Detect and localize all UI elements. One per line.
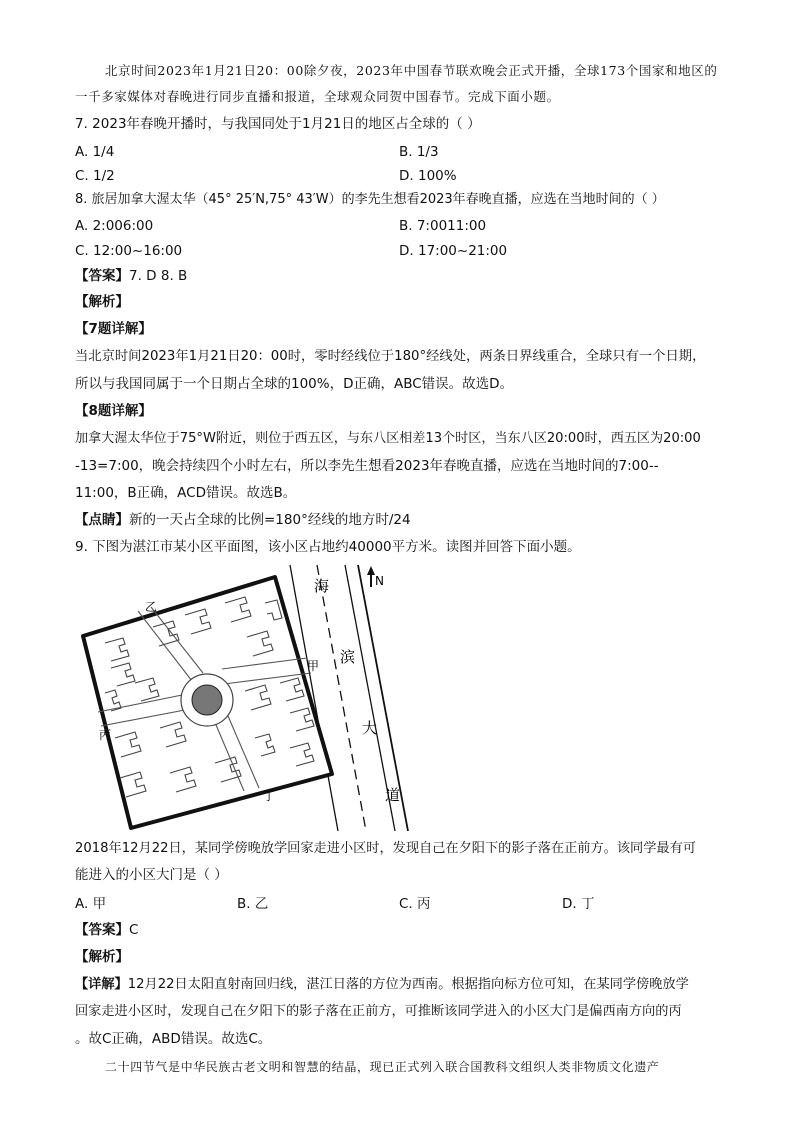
q7-stem: 7. 2023年春晚开播时，与我国同处于1月21日的地区占全球的（ ） — [75, 116, 481, 132]
road-label-dao: 道 — [385, 786, 401, 804]
answer-2-tag: 【答案】 — [75, 922, 129, 938]
detail-9-tag: 【详解】 — [75, 977, 128, 992]
central-garden — [192, 685, 222, 715]
tip-text: 新的一天占全球的比例=180°经线的地方时/24 — [129, 512, 411, 528]
gate-bing-label: 丙 — [99, 728, 112, 742]
detail-8-line-2: -13=7:00，晚会持续四个小时左右，所以李先生想看2023年春晚直播，应选在当地时间的7:00-- — [75, 458, 659, 474]
q9-stem-line-2: 能进入的小区大门是（ ） — [75, 867, 228, 883]
road-label-da: 大 — [362, 719, 378, 737]
intro-line-1: 北京时间2023年1月21日20：00除夕夜，2023年中国春节联欢晚会正式开播，全球173个国家和地区的 — [105, 63, 718, 78]
tip — [75, 511, 411, 529]
detail-9-line-3: 。故C正确，ABD错误。故选C。 — [75, 1031, 272, 1047]
analysis-1: 【解析】 — [75, 294, 129, 310]
q8-option-c: C. 12:00~16:00 — [75, 243, 183, 259]
q9-intro: 9. 下图为湛江市某小区平面图，该小区占地约40000平方米。读图并回答下面小题。 — [75, 539, 581, 555]
q7-option-b: B. 1/3 — [399, 144, 439, 160]
q9-option-d: D. 丁 — [562, 896, 595, 912]
answer-2-text: C — [129, 922, 139, 938]
q9-option-a: A. 甲 — [75, 896, 107, 912]
detail-8-tag: 【8题详解】 — [75, 403, 152, 419]
detail-9-line-1 — [75, 976, 689, 994]
north-arrow — [367, 566, 375, 587]
road-label-bin: 滨 — [340, 648, 356, 666]
gate-yi-label: 乙 — [145, 600, 158, 614]
north-label: N — [375, 574, 384, 588]
q8-option-b: B. 7:0011:00 — [399, 218, 487, 234]
q7-option-c: C. 1/2 — [75, 168, 115, 184]
answer-1 — [75, 267, 187, 285]
detail-9-text-1: 12月22日太阳直射南回归线，湛江日落的方位为西南。根据指向标方位可知，在某同学傍晚放学 — [127, 977, 689, 992]
q9-stem-line-1: 2018年12月22日，某同学傍晚放学回家走进小区时，发现自己在夕阳下的影子落在正前方。该同学最有可 — [75, 841, 696, 856]
footer-line: 二十四节气是中华民族古老文明和智慧的结晶，现已正式列入联合国教科文组织人类非物质文化遗产 — [105, 1060, 660, 1074]
q8-stem: 8. 旅居加拿大渥太华（45° 25′N,75° 43′W）的李先生想看2023年春晚直播，应选在当地时间的（ ） — [75, 192, 665, 207]
gate-jia-label: 甲 — [307, 659, 320, 673]
intro-line-2: 一千多家媒体对春晚进行同步直播和报道，全球观众同贺中国春节。完成下面小题。 — [75, 89, 560, 104]
detail-8-line-3: 11:00，B正确，ACD错误。故选B。 — [75, 485, 297, 501]
detail-7-line-1: 当北京时间2023年1月21日20：00时，零时经线位于180°经线处，两条日界线重合，全球只有一个日期， — [75, 349, 706, 364]
answer-2 — [75, 921, 138, 939]
detail-7-tag: 【7题详解】 — [75, 321, 152, 337]
detail-9-line-2: 回家走进小区时，发现自己在夕阳下的影子落在正前方，可推断该同学进入的小区大门是偏西南方向的丙 — [75, 1004, 682, 1019]
tip-tag: 【点睛】 — [75, 512, 129, 528]
road-label-hai: 海 — [314, 577, 330, 595]
detail-7-line-2: 所以与我国同属于一个日期占全球的100%，D正确，ABC错误。故选D。 — [75, 376, 514, 392]
detail-8-line-1: 加拿大渥太华位于75°W附近，则位于西五区，与东八区相差13个时区，当东八区20:00时，西五区为20:00 — [75, 431, 701, 446]
answer-tag: 【答案】 — [75, 268, 129, 284]
q7-option-d: D. 100% — [399, 168, 457, 184]
q7-option-a: A. 1/4 — [75, 144, 115, 160]
answer-text: 7. D 8. B — [129, 268, 188, 284]
analysis-2: 【解析】 — [75, 949, 129, 965]
q8-option-d: D. 17:00~21:00 — [399, 243, 508, 259]
residential-map — [75, 563, 420, 831]
q9-option-b: B. 乙 — [237, 896, 269, 912]
gate-ding-label: 丁 — [263, 789, 276, 803]
q9-option-c: C. 丙 — [399, 896, 431, 912]
q8-option-a: A. 2:006:00 — [75, 218, 154, 234]
